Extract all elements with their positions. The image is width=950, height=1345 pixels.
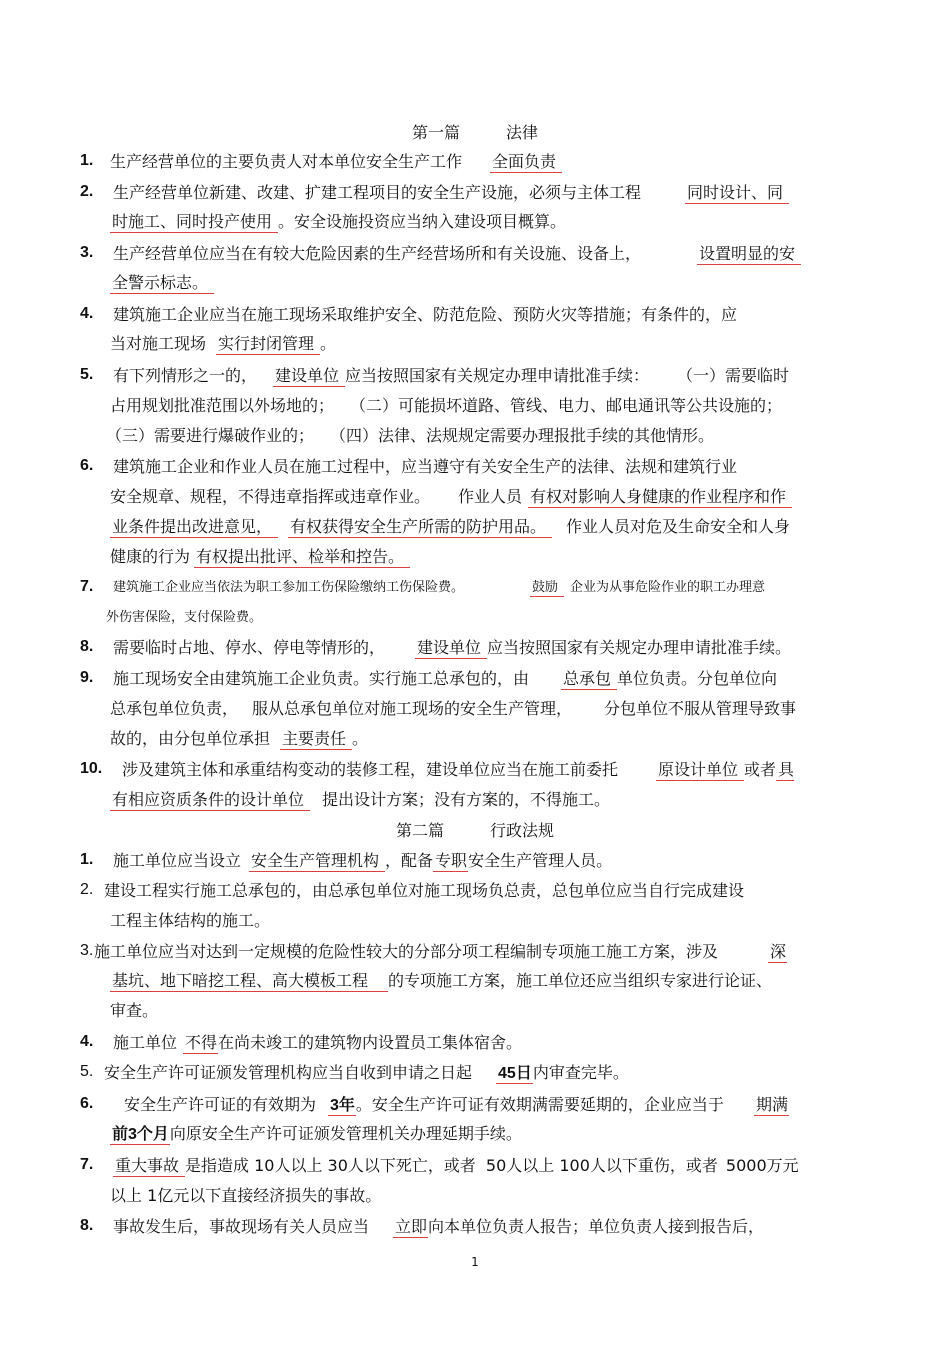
page-number: 1 (471, 1255, 479, 1269)
law-item-3-cont (110, 273, 214, 293)
text: 。 (352, 729, 369, 748)
admin-item-8 (113, 1217, 764, 1237)
text: 建筑施工企业应当在施工现场采取维护安全、防范危险、预防火灾等措施；有条件的，应 (113, 305, 738, 324)
item-number: 6. (80, 457, 94, 474)
text: 需要临时占地、停水、停电等情形的， (113, 638, 386, 657)
admin-item-3-cont2 (110, 1001, 158, 1021)
law-item-9-cont2 (110, 729, 368, 749)
law-item-3 (113, 244, 801, 264)
answer: 原设计单位 (656, 760, 744, 781)
text: 分包单位不服从管理导致事 (604, 699, 797, 718)
answer: 前3个月 (112, 1126, 169, 1143)
text: 故的，由分包单位承担 (110, 729, 271, 748)
answer: 45日 (498, 1065, 532, 1082)
admin-item-3-cont1 (110, 971, 772, 991)
text: 审查。 (110, 1001, 159, 1020)
answer: 总承包 (561, 669, 617, 690)
text: 服从总承包单位对施工现场的安全生产管理， (252, 699, 573, 718)
text: 建筑施工企业和作业人员在施工过程中，应当遵守有关安全生产的法律、法规和建筑行业 (113, 457, 738, 476)
law-item-4-cont (110, 334, 336, 354)
text: 的专项施工方案，施工单位还应当组织专家进行论证、 (388, 971, 773, 990)
text: 内审查完毕。 (532, 1063, 629, 1082)
admin-item-2-cont (110, 911, 270, 931)
text: 健康的行为 (110, 547, 191, 566)
admin-item-6 (124, 1095, 789, 1116)
answer: 具 (778, 760, 795, 779)
law-item-6-cont2 (110, 517, 790, 537)
item-number: 3. (80, 244, 94, 261)
section-title-admin (0, 818, 950, 841)
section-title-name: 法律 (506, 123, 539, 142)
answer: 立即 (395, 1217, 428, 1236)
text: 工程主体结构的施工。 (110, 911, 271, 930)
admin-item-7 (113, 1156, 799, 1176)
text: 事故发生后，事故现场有关人员应当 (113, 1217, 370, 1236)
text: 应当按照国家有关规定办理申请批准手续。 (487, 638, 792, 657)
text: 外伤害保险，支付保险费。 (106, 610, 263, 625)
text: 建设工程实行施工总承包的，由总承包单位对施工现场负总责，总包单位应当自行完成建设 (104, 881, 745, 900)
text: 向本单位负责人报告；单位负责人接到报告后， (428, 1217, 765, 1236)
law-item-5-cont1 (110, 396, 782, 416)
answer: 主要责任 (280, 729, 352, 750)
text: 安全生产管理人员。 (468, 851, 613, 870)
answer: 安全生产管理机构 (249, 851, 385, 872)
text: 作业人员 (458, 487, 523, 506)
answer: 专职 (435, 851, 468, 870)
text: 施工现场安全由建筑施工企业负责。实行施工总承包的，由 (113, 669, 530, 688)
item-number: 10. (80, 760, 103, 777)
text: 作业人员对危及生命安全和人身 (566, 517, 791, 536)
text: 占用规划批准范围以外场地的； (110, 396, 335, 415)
item-number: 4. (80, 305, 94, 322)
law-item-10-cont (110, 790, 610, 810)
text: 以上 1亿元以下直接经济损失的事故。 (110, 1186, 382, 1205)
law-item-6 (113, 457, 737, 477)
text: 安全规章、规程，不得违章指挥或违章作业。 (110, 487, 431, 506)
item-number: 1. (80, 152, 94, 169)
answer: 设置明显的安 (697, 244, 801, 265)
answer: 实行封闭管理 (216, 334, 320, 355)
text: 在尚未竣工的建筑物内设置员工集体宿舍。 (218, 1033, 523, 1052)
answer: 全警示标志。 (110, 273, 214, 294)
law-item-9 (113, 669, 777, 689)
answer: 有权获得安全生产所需的防护用品。 (288, 517, 552, 538)
answer: 时施工、同时投产使用 (110, 212, 278, 233)
admin-item-2 (104, 881, 744, 901)
text: 建筑施工企业应当依法为职工参加工伤保险缴纳工伤保险费。 (113, 580, 465, 595)
item-number: 5. (80, 1063, 94, 1080)
section-title-part: 第二篇 (395, 821, 444, 840)
answer: 建设单位 (273, 366, 345, 387)
answer: 重大事故 (113, 1156, 185, 1177)
answer: 不得 (185, 1033, 218, 1052)
item-number: 4. (80, 1033, 94, 1050)
section-title-law (0, 120, 950, 143)
admin-item-5 (104, 1063, 629, 1084)
section-title-name: 行政法规 (490, 821, 555, 840)
item-number: 7. (80, 1156, 94, 1173)
text: 施工单位应当设立 (113, 851, 242, 870)
law-item-6-cont3 (110, 547, 410, 567)
text: 生产经营单位应当在有较大危险因素的生产经营场所和有关设施、设备上， (113, 244, 642, 263)
item-number: 1. (80, 851, 94, 868)
text: 施工单位 (113, 1033, 178, 1052)
section-title-part: 第一篇 (411, 123, 460, 142)
admin-item-3 (94, 942, 787, 962)
item-number: 2. (80, 881, 94, 898)
text: 生产经营单位的主要负责人对本单位安全生产工作 (110, 152, 463, 171)
law-item-1 (110, 152, 562, 172)
law-item-5 (113, 366, 789, 386)
answer: 有相应资质条件的设计单位 (110, 790, 310, 811)
law-item-7-cont (106, 608, 262, 628)
text: 50人以上 100人以下重伤，或者 (485, 1156, 718, 1175)
text: 有下列情形之一的， (113, 366, 258, 385)
text: （一）需要临时 (677, 366, 790, 385)
answer: 3年 (330, 1097, 355, 1114)
text: 单位负责。分包单位向 (617, 669, 778, 688)
law-item-5-cont2 (106, 426, 714, 446)
admin-item-6-cont (110, 1124, 522, 1145)
text: （三）需要进行爆破作业的； (106, 426, 315, 445)
answer: 建设单位 (415, 638, 487, 659)
law-item-7 (113, 578, 765, 598)
law-item-9-cont1 (110, 699, 796, 719)
answer: 期满 (755, 1095, 788, 1114)
answer: 鼓励 (530, 580, 564, 597)
item-number: 8. (80, 638, 94, 655)
text: 生产经营单位新建、改建、扩建工程项目的安全生产设施，必须与主体工程 (113, 183, 642, 202)
admin-item-1 (113, 851, 612, 871)
answer: 有权对影响人身健康的作业程序和作 (528, 487, 792, 508)
item-number: 6. (80, 1095, 94, 1112)
text: 或者 (744, 760, 777, 779)
text: （四）法律、法规规定需要办理报批手续的其他情形。 (330, 426, 715, 445)
text: 总承包单位负责， (110, 699, 239, 718)
item-number: 9. (80, 669, 94, 686)
item-number: 7. (80, 578, 94, 595)
item-number: 2. (80, 183, 94, 200)
text: 是指造成 10人以上 30人以下死亡，或者 (185, 1156, 476, 1175)
answer: 全面负责 (490, 152, 562, 173)
item-number: 3. (80, 942, 94, 959)
text: 当对施工现场 (110, 334, 207, 353)
text: 施工单位应当对达到一定规模的危险性较大的分部分项工程编制专项施工施工方案，涉及 (94, 942, 719, 961)
text: （二）可能损坏道路、管线、电力、邮电通讯等公共设施的； (350, 396, 783, 415)
law-item-8 (113, 638, 791, 658)
answer: 深 (770, 942, 787, 961)
law-item-2 (113, 183, 789, 203)
text: 。 (320, 334, 337, 353)
text: 提出设计方案；没有方案的，不得施工。 (322, 790, 611, 809)
text: 向原安全生产许可证颁发管理机关办理延期手续。 (169, 1124, 522, 1143)
item-number: 8. (80, 1217, 94, 1234)
law-item-4 (113, 305, 737, 325)
text: 应当按照国家有关规定办理申请批准手续： (345, 366, 650, 385)
text: 企业为从事危险作业的职工办理意 (570, 580, 766, 595)
admin-item-7-cont (110, 1186, 381, 1206)
text: 安全生产许可证的有效期为 (124, 1095, 317, 1114)
text: 5000万元 (725, 1156, 799, 1175)
text: 涉及建筑主体和承重结构变动的装修工程，建设单位应当在施工前委托 (122, 760, 619, 779)
law-item-10 (122, 760, 794, 780)
answer: 业条件提出改进意见， (110, 517, 278, 538)
text: 。安全设施投资应当纳入建设项目概算。 (278, 212, 567, 231)
answer: 同时设计、同 (685, 183, 789, 204)
admin-item-4 (113, 1033, 522, 1053)
law-item-6-cont1 (110, 487, 792, 507)
item-number: 5. (80, 366, 94, 383)
answer: 有权提出批评、检举和控告。 (194, 547, 410, 568)
text: 。安全生产许可证有效期满需要延期的，企业应当于 (355, 1095, 724, 1114)
text: ，配备 (385, 851, 434, 870)
text: 安全生产许可证颁发管理机构应当自收到申请之日起 (104, 1063, 473, 1082)
answer: 基坑、地下暗挖工程、高大模板工程 (110, 971, 388, 992)
law-item-2-cont (110, 212, 566, 232)
